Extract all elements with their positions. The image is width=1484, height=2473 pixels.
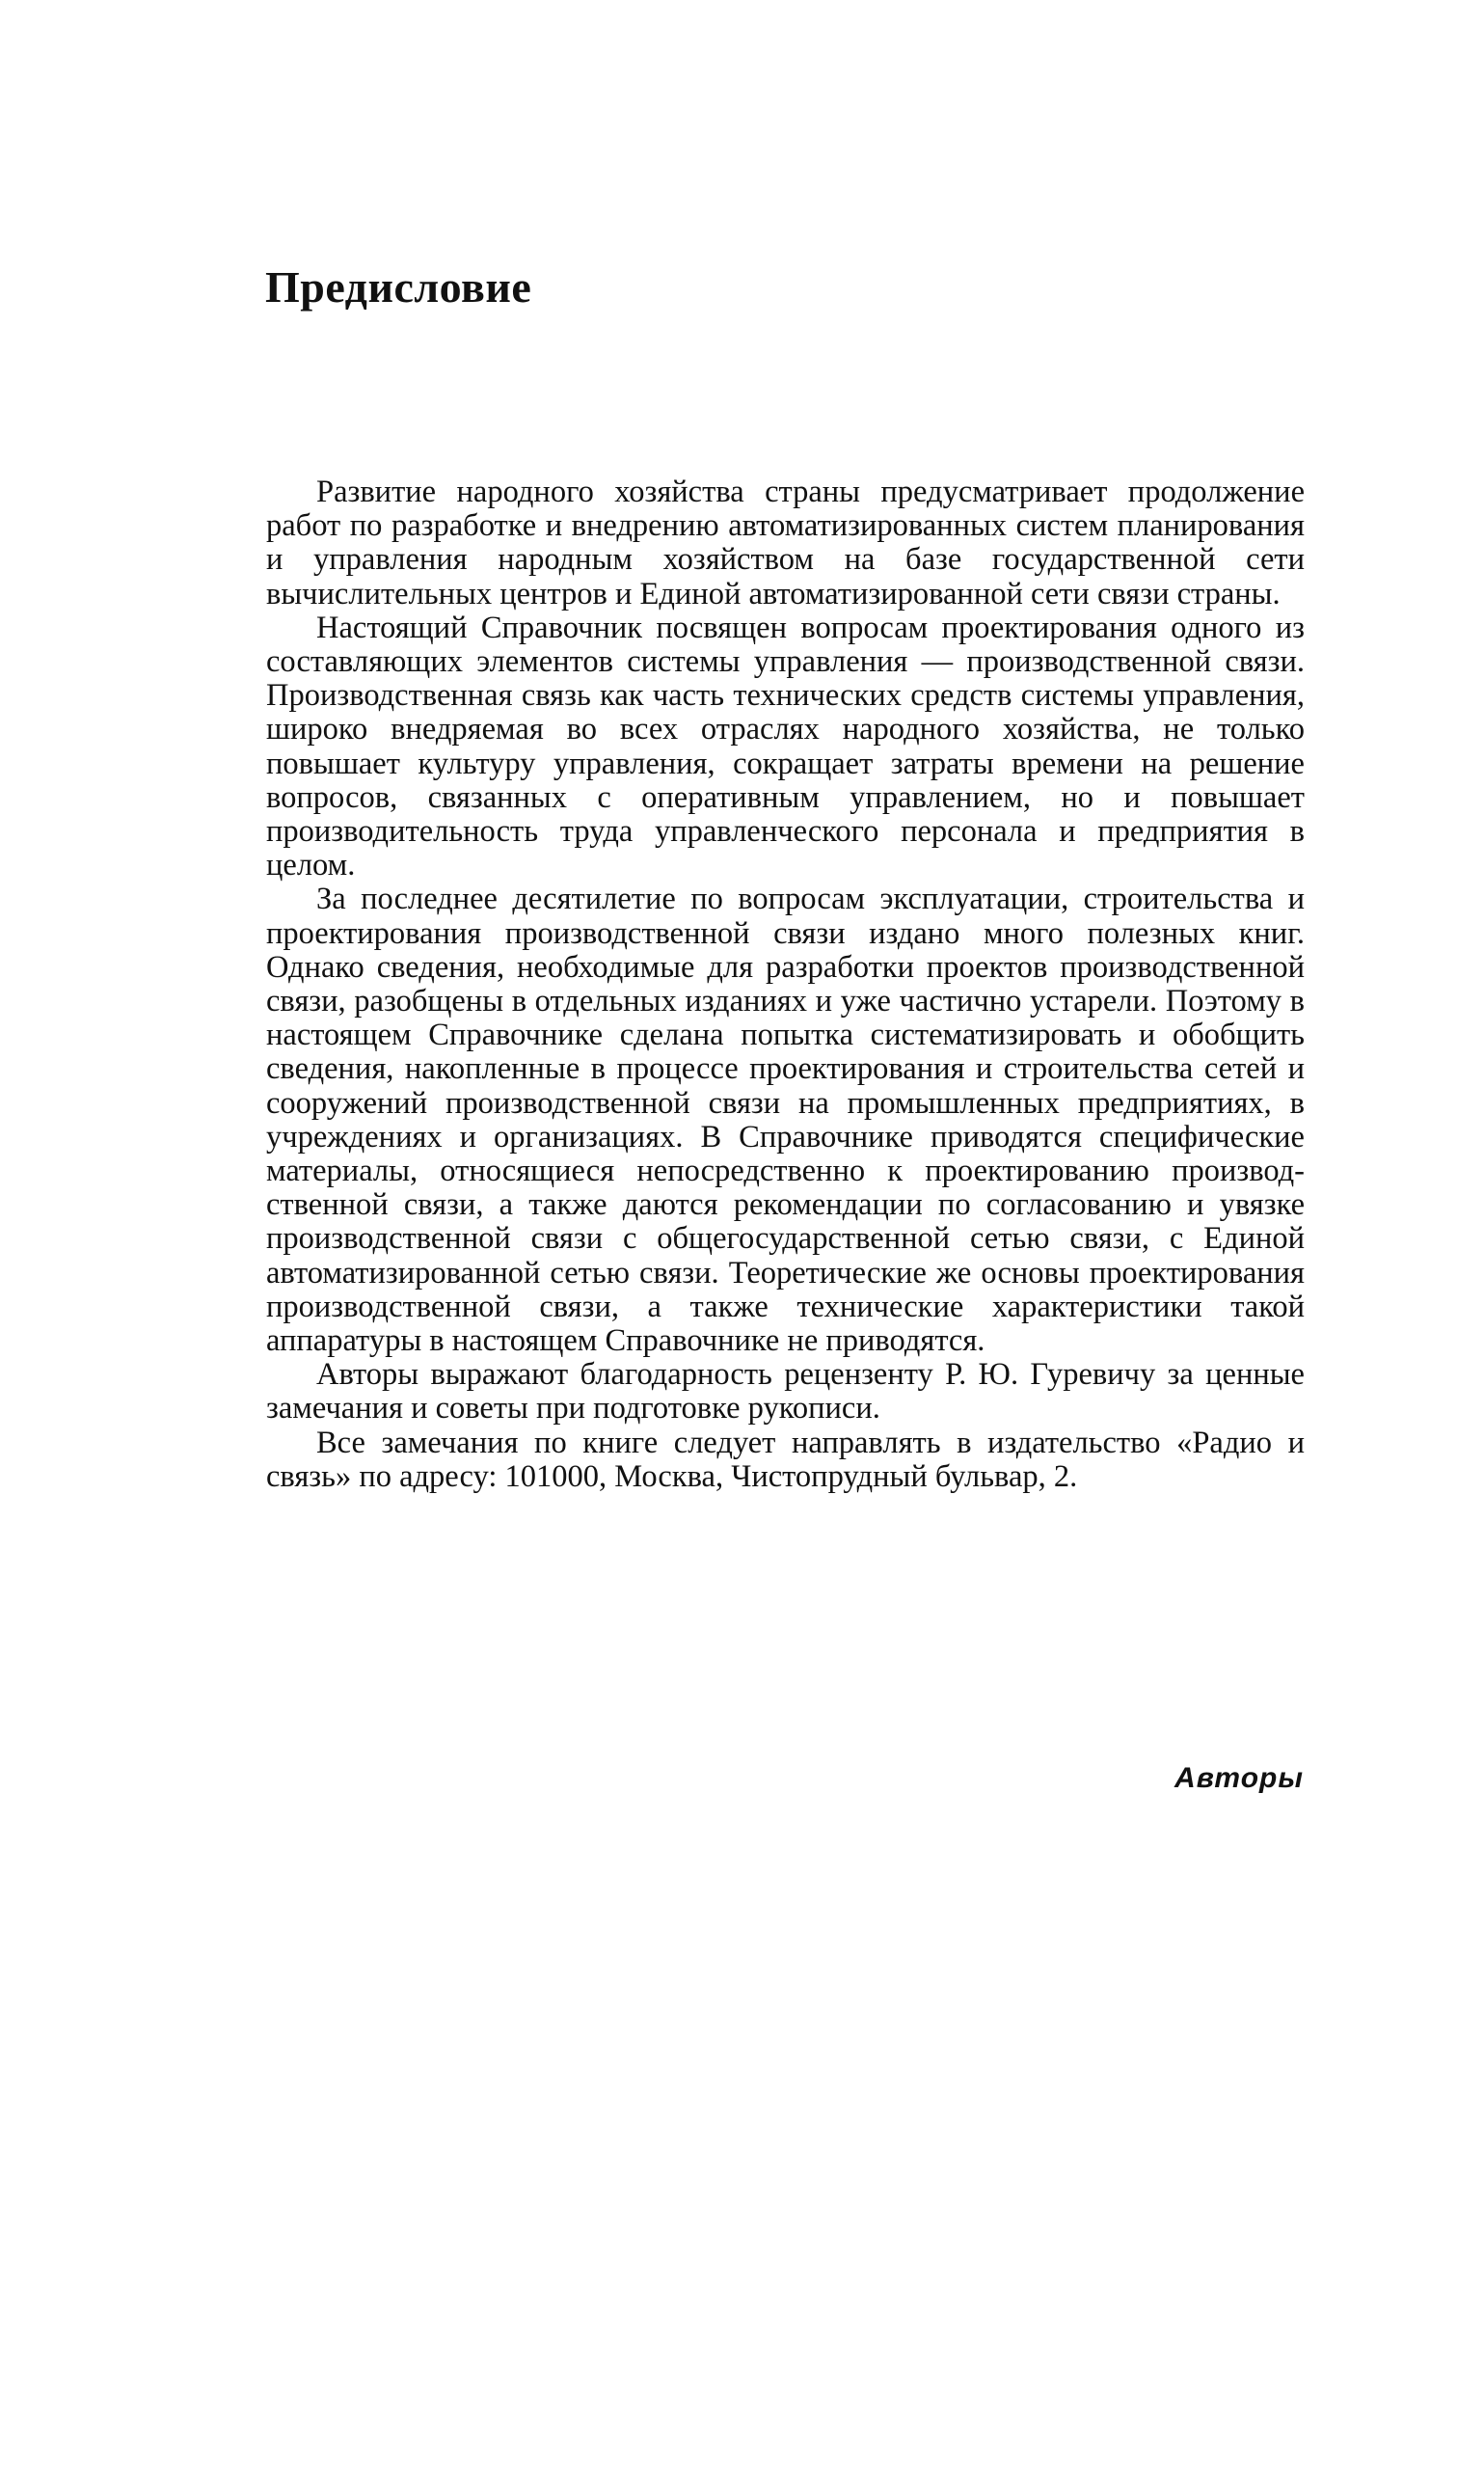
- paragraph-2: Настоящий Справочник посвящен вопросам проектирования одного из составляющих элементов системы управления — производственной связи. Производственная связь как часть технических средств системы управления, широко внедряемая во всех отраслях народного хозяйства, не только повышает культуру управления, сокращает затраты времени на решение вопросов, связанных с оперативным управлением, но и повышает производительность труда управленческого персонала и предприятия в целом.: [266, 610, 1305, 883]
- paragraph-3: За последнее десятилетие по вопросам эксплуатации, строительства и проектирования производственной связи издано много полезных книг. Однако сведения, необходимые для разработки проектов производственной связи, разобщены в отдельных изданиях и уже частично устарели. Поэтому в настоящем Справочнике сделана попытка систематизировать и обобщить сведения, накопленные в процессе проектирования и строительства сетей и сооружений производственной связи на промышленных предприятиях, в учреждениях и организациях. В Справочнике приводятся специфические материалы, относящиеся непосредственно к проектированию производственной связи, а также даются рекомендации по согласованию и увязке производственной связи с общегосударственной сетью связи, с Единой автоматизированной сетью связи. Теоретические же основы проектирования производственной связи, а также технические характеристики такой аппаратуры в настоящем Справочнике не приводятся.: [266, 882, 1305, 1359]
- preface-body: [266, 476, 1305, 1494]
- signature: Авторы: [1174, 1762, 1304, 1794]
- paragraph-5: Все замечания по книге следует направлять в издательство «Радио и связь» по адресу: 101000, Москва, Чистопрудный бульвар, 2.: [266, 1425, 1305, 1494]
- paragraph-4: Авторы выражают благодарность рецензенту Р. Ю. Гуревичу за ценные замечания и советы при подготовке рукописи.: [266, 1357, 1305, 1427]
- paragraph-1: Развитие народного хозяйства страны предусматривает продолжение работ по разработке и внедрению автоматизированных систем планирования и управления народным хозяйством на базе государственной сети вычислительных центров и Единой автоматизированной сети связи страны.: [266, 475, 1305, 611]
- page-title: Предисловие: [265, 262, 532, 312]
